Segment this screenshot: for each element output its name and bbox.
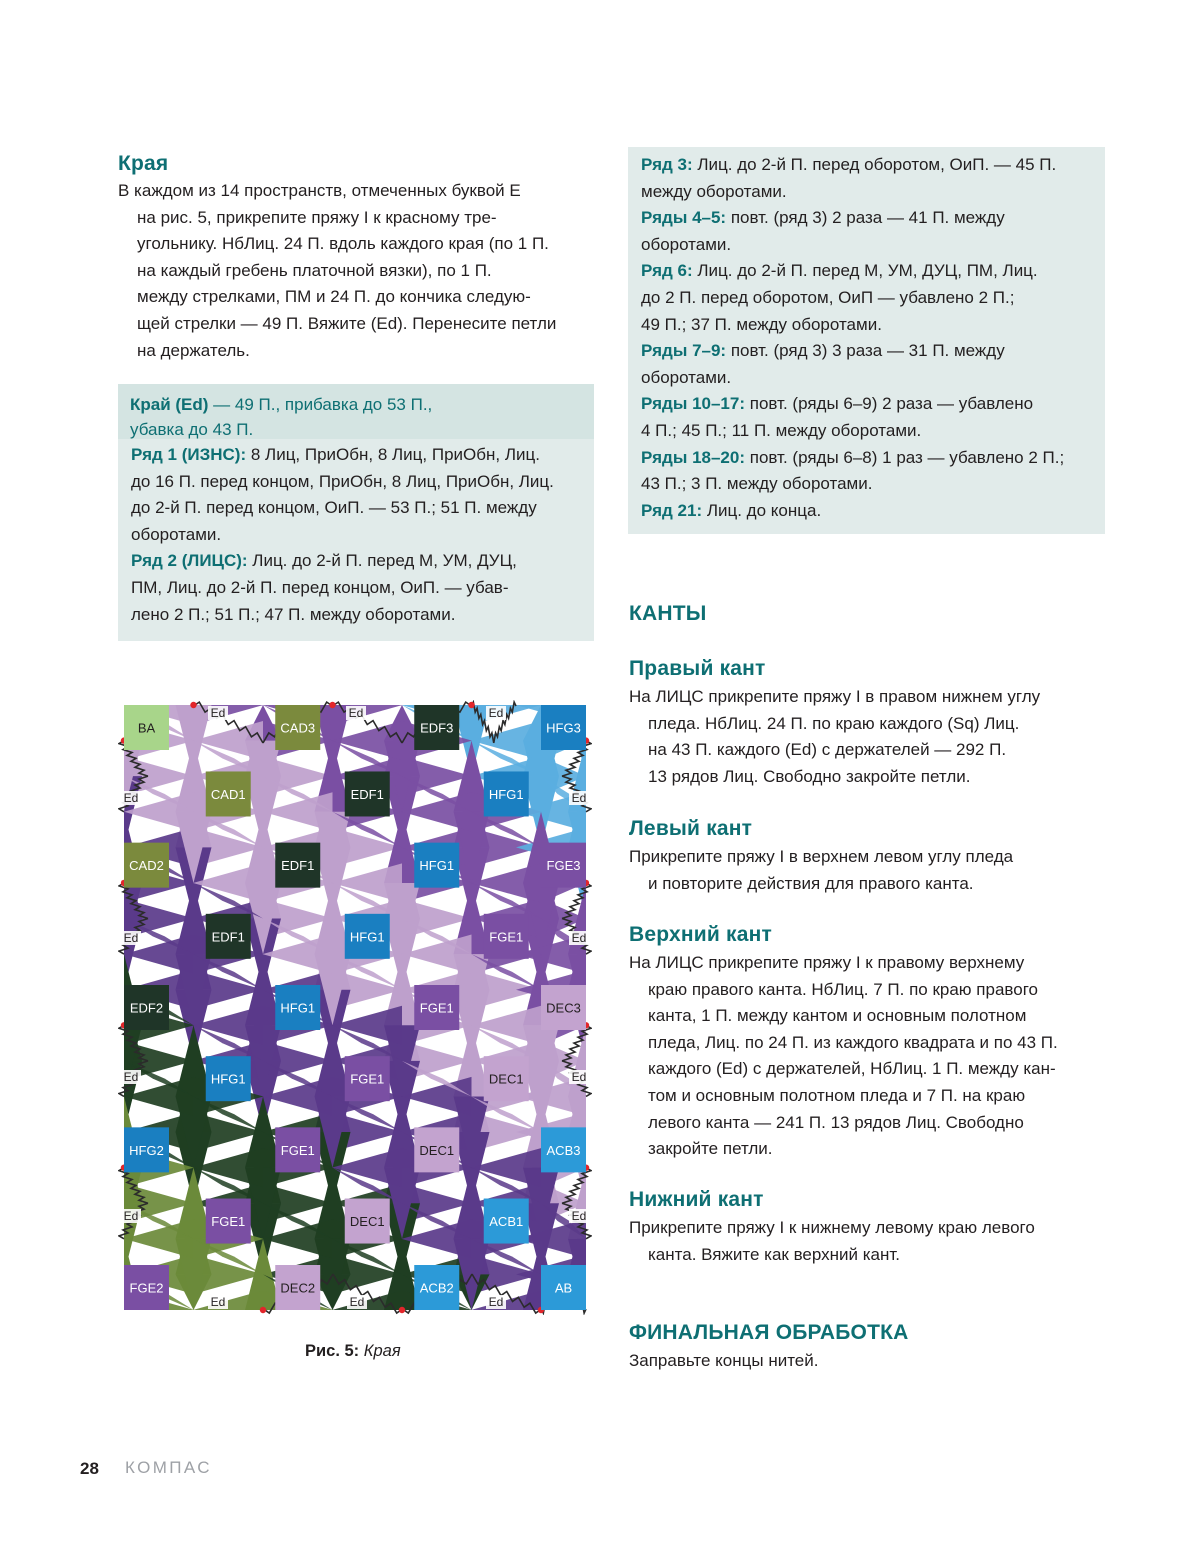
right-kant-text [629, 684, 1099, 790]
square-label: FGE1 [280, 1142, 315, 1158]
text-line: Заправьте концы нитей. [629, 1351, 819, 1370]
ed-label: Ed [210, 706, 226, 720]
bottom-kant-text [629, 1215, 1099, 1268]
square-label: HFG3 [546, 720, 581, 736]
ed-label: Ed [123, 791, 139, 805]
square-label: FGE1 [211, 1214, 246, 1230]
instruction-row [641, 338, 1093, 391]
ed-label: Ed [571, 1209, 587, 1223]
square-label: ACB1 [489, 1214, 524, 1230]
red-marker [260, 1307, 266, 1313]
row-key: Ряды 7–9: [641, 341, 727, 361]
row-key: Ряд 2 (ЛИЦС): [131, 551, 248, 571]
square-label: HFG2 [129, 1142, 164, 1158]
text-line: каждого (Ed) с держателей, НбЛиц. 1 П. между кан- [648, 1059, 1056, 1079]
edge-knitting-box [118, 384, 594, 641]
square-label: DEC1 [488, 1071, 524, 1087]
square-label: DEC2 [280, 1280, 316, 1296]
text-line: На ЛИЦС прикрепите пряжу I к правому верхнему [629, 953, 1025, 972]
top-kant-title: Верхний кант [629, 923, 772, 946]
row-line: 49 П.; 37 П. между оборотами. [641, 314, 882, 334]
row-text: повт. (ряды 6–8) 1 раз — убавлено 2 П.; [745, 447, 1065, 467]
text-line: канта, 1 П. между кантом и основным полотном [648, 1006, 1027, 1026]
text-line: канта. Вяжите как верхний кант. [648, 1244, 901, 1264]
square-label: EDF2 [129, 1000, 164, 1016]
square-label: DEC1 [419, 1142, 455, 1158]
edge-box-counts-2: убавка до 43 П. [130, 420, 254, 439]
text-line: Прикрепите пряжу I в верхнем левом углу пледа [629, 847, 1014, 866]
square-label: FGE3 [546, 858, 581, 874]
instruction-row [641, 391, 1093, 444]
text-line: 13 рядов Лиц. Свободно закройте петли. [648, 766, 971, 786]
square-label: EDF1 [281, 858, 315, 874]
row-key: Ряд 21: [641, 500, 703, 520]
row-line: оборотами. [641, 367, 732, 387]
instruction-row [641, 258, 1093, 338]
text-line: на 43 П. каждого (Ed) с держателей — 292 П. [648, 740, 1007, 760]
text-line: на каждый гребень платочной вязки), по 1 П. [137, 260, 492, 280]
final-title: ФИНАЛЬНАЯ ОБРАБОТКА [629, 1321, 909, 1344]
instruction-row [641, 205, 1093, 258]
final-text [629, 1348, 1099, 1375]
row-line [641, 391, 1093, 418]
edges-title: Края [118, 152, 169, 175]
row-text: Лиц. до 2-й П. перед М, УМ, ДУЦ, ПМ, Лиц. [692, 261, 1038, 281]
square-label: CAD1 [210, 786, 246, 802]
row-line [641, 445, 1093, 472]
square-label: HFG1 [488, 786, 524, 802]
ed-label: Ed [571, 791, 587, 805]
row-text: 8 Лиц, ПриОбн, 8 Лиц, ПриОбн, Лиц. [246, 445, 540, 464]
square-label: EDF1 [211, 929, 245, 945]
ed-label: Ed [488, 706, 504, 720]
figure-caption-key: Рис. 5: [305, 1342, 360, 1360]
text-line: на рис. 5, прикрепите пряжу I к красному тре- [137, 207, 497, 227]
edges-instructions [118, 178, 588, 364]
square-label: BA [137, 720, 156, 736]
figure-5-edges-diagram [118, 700, 592, 1315]
text-line: и повторите действия для правого канта. [648, 873, 974, 893]
edge-box-header [118, 384, 594, 439]
red-marker [399, 1307, 405, 1313]
ed-label: Ed [488, 1295, 504, 1309]
row-line [641, 152, 1093, 179]
row-line: 4 П.; 45 П.; 11 П. между оборотами. [641, 420, 922, 440]
text-line: закройте петли. [648, 1139, 773, 1159]
text-line: между стрелками, ПМ и 24 П. до кончика следую- [137, 287, 531, 307]
ed-label: Ed [210, 1295, 226, 1309]
square-label: HFG1 [210, 1071, 246, 1087]
row-text: повт. (ряды 6–9) 2 раза — убавлено [745, 394, 1034, 414]
square-label: HFG1 [349, 929, 385, 945]
figure-caption [305, 1342, 401, 1361]
magazine-name: КОМПАС [125, 1458, 212, 1477]
row-text: Лиц. до 2-й П. перед оборотом, ОиП. — 45 П. [692, 155, 1057, 174]
red-marker [468, 702, 474, 708]
rows-continued-list [628, 147, 1105, 524]
square-label: DEC1 [349, 1214, 385, 1230]
text-line: пледа. НбЛиц. 24 П. по краю каждого (Sq) Лиц. [648, 713, 1020, 733]
edge-box-counts: — 49 П., прибавка до 53 П., [208, 395, 433, 414]
square-label: FGE1 [419, 1000, 454, 1016]
text-line: угольнику. НбЛиц. 24 П. вдоль каждого края (по 1 П. [137, 234, 549, 254]
instruction-row [641, 152, 1093, 205]
row-text: Лиц. до 2-й П. перед М, УМ, ДУЦ, [247, 551, 517, 571]
row-line [641, 258, 1093, 285]
row-line [641, 338, 1093, 365]
left-kant-title: Левый кант [629, 817, 753, 840]
text-line: Прикрепите пряжу I к нижнему левому краю левого [629, 1218, 1035, 1237]
row-line [641, 498, 1093, 525]
text-line: на держатель. [137, 340, 250, 360]
red-marker [190, 702, 196, 708]
row-key: Ряды 18–20: [641, 447, 746, 467]
right-kant-title: Правый кант [629, 657, 766, 680]
square-label: FGE2 [129, 1280, 164, 1296]
text-line: На ЛИЦС прикрепите пряжу I в правом нижнем углу [629, 687, 1041, 706]
square-label: AB [554, 1280, 573, 1296]
ed-label: Ed [571, 1070, 587, 1084]
red-marker [329, 702, 335, 708]
square-label: ACB3 [546, 1142, 581, 1158]
row-line: до 2-й П. перед концом, ОиП. — 53 П.; 51 П. между [131, 498, 537, 518]
ed-label: Ed [348, 706, 364, 720]
instruction-row [131, 548, 582, 628]
square-label: CAD2 [129, 858, 164, 874]
row-text: повт. (ряд 3) 3 раза — 31 П. между [726, 341, 1005, 361]
edge-box-rows [118, 439, 594, 628]
square-label: HFG1 [280, 1000, 316, 1016]
ed-label: Ed [349, 1295, 365, 1309]
text-line: краю правого канта. НбЛиц. 7 П. по краю правого [648, 979, 1038, 999]
row-line: до 16 П. перед концом, ПриОбн, 8 Лиц, ПриОбн, Лиц. [131, 471, 554, 491]
instruction-row [641, 498, 1093, 525]
square-label: DEC3 [546, 1000, 581, 1016]
square-label: EDF3 [420, 720, 454, 736]
square-label: FGE1 [350, 1071, 385, 1087]
row-line: 43 П.; 3 П. между оборотами. [641, 474, 873, 494]
row-line: между оборотами. [641, 181, 787, 201]
left-kant-text [629, 844, 1099, 897]
text-line: том и основным полотном пледа и 7 П. на краю [648, 1085, 1026, 1105]
row-line: лено 2 П.; 51 П.; 47 П. между оборотами. [131, 604, 456, 624]
square-label: CAD3 [280, 720, 316, 736]
text-line: В каждом из 14 пространств, отмеченных буквой E [118, 181, 521, 200]
text-line: щей стрелки — 49 П. Вяжите (Ed). Перенесите петли [137, 313, 557, 333]
page-number: 28 [80, 1459, 99, 1478]
square-label: HFG1 [419, 858, 455, 874]
edge-box-key: Край (Ed) [130, 395, 209, 414]
top-kant-text [629, 950, 1099, 1163]
square-label: ACB2 [419, 1280, 454, 1296]
row-key: Ряд 1 (ИЗНС): [131, 445, 247, 464]
ed-label: Ed [123, 1209, 139, 1223]
ed-label: Ed [571, 931, 587, 945]
bottom-kant-title: Нижний кант [629, 1188, 764, 1211]
row-line [641, 205, 1093, 232]
row-line: оборотами. [131, 524, 222, 544]
rows-continued-box [628, 147, 1105, 534]
text-line: пледа, Лиц. по 24 П. из каждого квадрата и по 43 П. [648, 1032, 1058, 1052]
row-line: до 2 П. перед оборотом, ОиП — убавлено 2 П.; [641, 287, 1015, 307]
row-line: оборотами. [641, 234, 732, 254]
figure-caption-text: Края [359, 1342, 401, 1360]
text-line: левого канта — 241 П. 13 рядов Лиц. Свободно [648, 1112, 1024, 1132]
row-key: Ряд 6: [641, 261, 693, 281]
row-text: Лиц. до конца. [702, 500, 822, 520]
row-line [131, 548, 582, 575]
kanty-title: КАНТЫ [629, 602, 707, 625]
ed-label: Ed [123, 931, 139, 945]
row-key: Ряд 3: [641, 155, 693, 174]
instruction-row [131, 442, 582, 548]
row-key: Ряды 4–5: [641, 208, 727, 228]
ed-label: Ed [123, 1070, 139, 1084]
square-label: FGE1 [489, 929, 524, 945]
row-line [131, 442, 582, 469]
row-text: повт. (ряд 3) 2 раза — 41 П. между [726, 208, 1005, 228]
square-label: EDF1 [350, 786, 384, 802]
row-key: Ряды 10–17: [641, 394, 746, 414]
instruction-row [641, 445, 1093, 498]
row-line: ПМ, Лиц. до 2-й П. перед концом, ОиП. — убав- [131, 577, 509, 597]
